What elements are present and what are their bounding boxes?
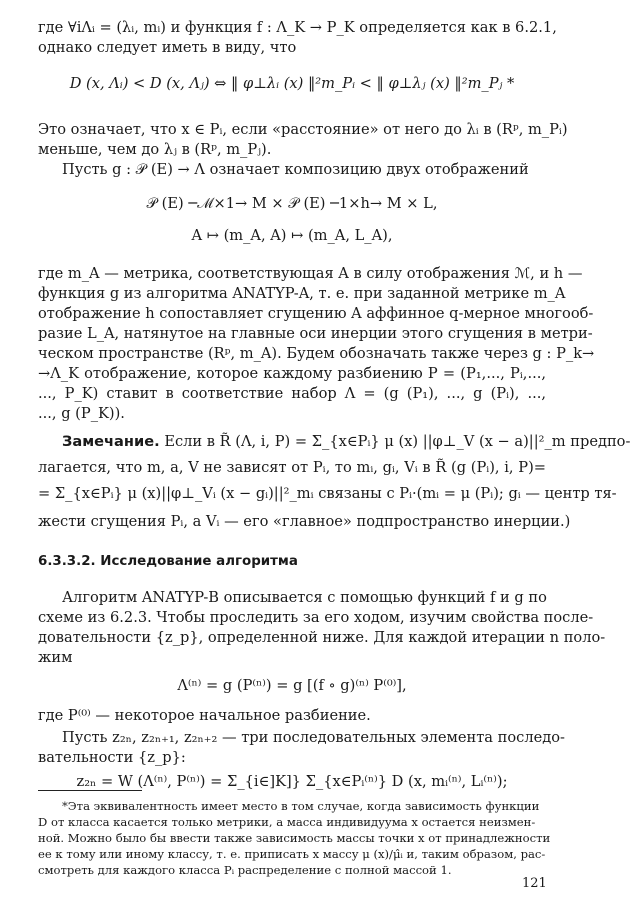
text-line: →Λ_K отображение, которое каждому разбиению P = (P₁,..., Pᵢ,..., <box>38 365 546 382</box>
footnote-line: D от класса касается только метрики, а масса индивидуума x остается неизмен- <box>38 815 536 829</box>
remark-label: Замечание. <box>62 433 160 450</box>
text-line: лагается, что m, a, V не зависят от Pᵢ, то mᵢ, gᵢ, Vᵢ в R̃ (g (Pᵢ), i, P)= <box>38 459 546 476</box>
text-line: отображение h сопоставляет сгущению A аффинное q-мерное многооб- <box>38 305 594 322</box>
text-line: жим <box>38 649 73 666</box>
text-line: Пусть z₂ₙ, z₂ₙ₊₁, z₂ₙ₊₂ — три последовательных элемента последо- <box>62 729 565 746</box>
footnote-line: *Эта эквивалентность имеет место в том случае, когда зависимость функции <box>62 799 540 813</box>
text-line: где ∀iΛᵢ = (λᵢ, mᵢ) и функция f : Λ_K → P_K определяется как в 6.2.1, <box>38 19 557 36</box>
text-line: = Σ_{x∈Pᵢ} μ (x)||φ⊥_Vᵢ (x − gᵢ)||²_mᵢ связаны с Pᵢ·(mᵢ = μ (Pᵢ); gᵢ — центр тя- <box>38 485 617 502</box>
remark-text: Если в R̃ (Λ, i, P) = Σ_{x∈Pᵢ} μ (x) ||φ⊥_V (x − a)||²_m предпо- <box>164 433 630 450</box>
text-line: ческом пространстве (Rᵖ, m_A). Будем обозначать также через g : P_k→ <box>38 345 595 362</box>
footnote-rule <box>38 790 142 791</box>
equation: z₂ₙ = W (Λ⁽ⁿ⁾, P⁽ⁿ⁾) = Σ_{i∈]K]} Σ_{x∈Pᵢ⁽ⁿ⁾} D (x, mᵢ⁽ⁿ⁾, Lᵢ⁽ⁿ⁾); <box>76 773 508 790</box>
text-line: жести сгущения Pᵢ, а Vᵢ — его «главное» подпространство инерции.) <box>38 513 571 530</box>
text-line: где P⁽⁰⁾ — некоторое начальное разбиение. <box>38 707 371 724</box>
footnote-line: ее к тому или иному классу, т. е. приписать x массу μ (x)/μ̂ᵢ и, таким образом, рас- <box>38 847 546 861</box>
text-line: Пусть g : 𝒫 (E) → Λ означает композицию двух отображений <box>62 161 529 178</box>
text-line: Это означает, что x ∈ Pᵢ, если «расстояние» от него до λᵢ в (Rᵖ, m_Pᵢ) <box>38 121 568 138</box>
text-line: вательности {z_p}: <box>38 749 186 766</box>
text-line: схеме из 6.2.3. Чтобы проследить за его ходом, изучим свойства после- <box>38 609 594 626</box>
equation: D (x, Λᵢ) < D (x, Λⱼ) ⇔ ‖ φ⊥λᵢ (x) ‖²m_Pᵢ < ‖ φ⊥λⱼ (x) ‖²m_Pⱼ * <box>69 75 515 92</box>
text-line: ..., g (P_K)). <box>38 405 125 422</box>
text-line: меньше, чем до λⱼ в (Rᵖ, m_Pⱼ). <box>38 141 272 158</box>
remark-first-line <box>62 432 630 452</box>
text-line: где m_A — метрика, соответствующая A в силу отображения ℳ, и h — <box>38 265 583 282</box>
text-line: ..., P_K) ставит в соответствие набор Λ = (g (P₁), ..., g (Pᵢ), ..., <box>38 385 546 402</box>
text-line: разие L_A, натянутое на главные оси инерции этого сгущения в метри- <box>38 325 593 342</box>
equation: 𝒫 (E) ─ℳ×1→ M × 𝒫 (E) ─1×h→ M × L, <box>146 195 438 212</box>
equation: A ↦ (m_A, A) ↦ (m_A, L_A), <box>191 227 393 244</box>
text-line: однако следует иметь в виду, что <box>38 39 297 56</box>
equation: Λ⁽ⁿ⁾ = g (P⁽ⁿ⁾) = g [(f ∘ g)⁽ⁿ⁾ P⁽⁰⁾], <box>177 677 407 694</box>
footnote-line: ной. Можно было бы ввести также зависимость массы точки x от принадлежности <box>38 831 551 845</box>
section-heading: 6.3.3.2. Исследование алгоритма <box>38 554 298 569</box>
page-number: 121 <box>522 876 547 891</box>
text-line: Алгоритм ANATYP-B описывается с помощью функций f и g по <box>62 589 547 606</box>
text-line: функция g из алгоритма ANATYP-A, т. е. при заданной метрике m_A <box>38 285 566 302</box>
text-line: довательности {z_p}, определенной ниже. Для каждой итерации n поло- <box>38 629 606 646</box>
footnote-line: смотреть для каждого класса Pᵢ распределение с полной массой 1. <box>38 863 452 877</box>
